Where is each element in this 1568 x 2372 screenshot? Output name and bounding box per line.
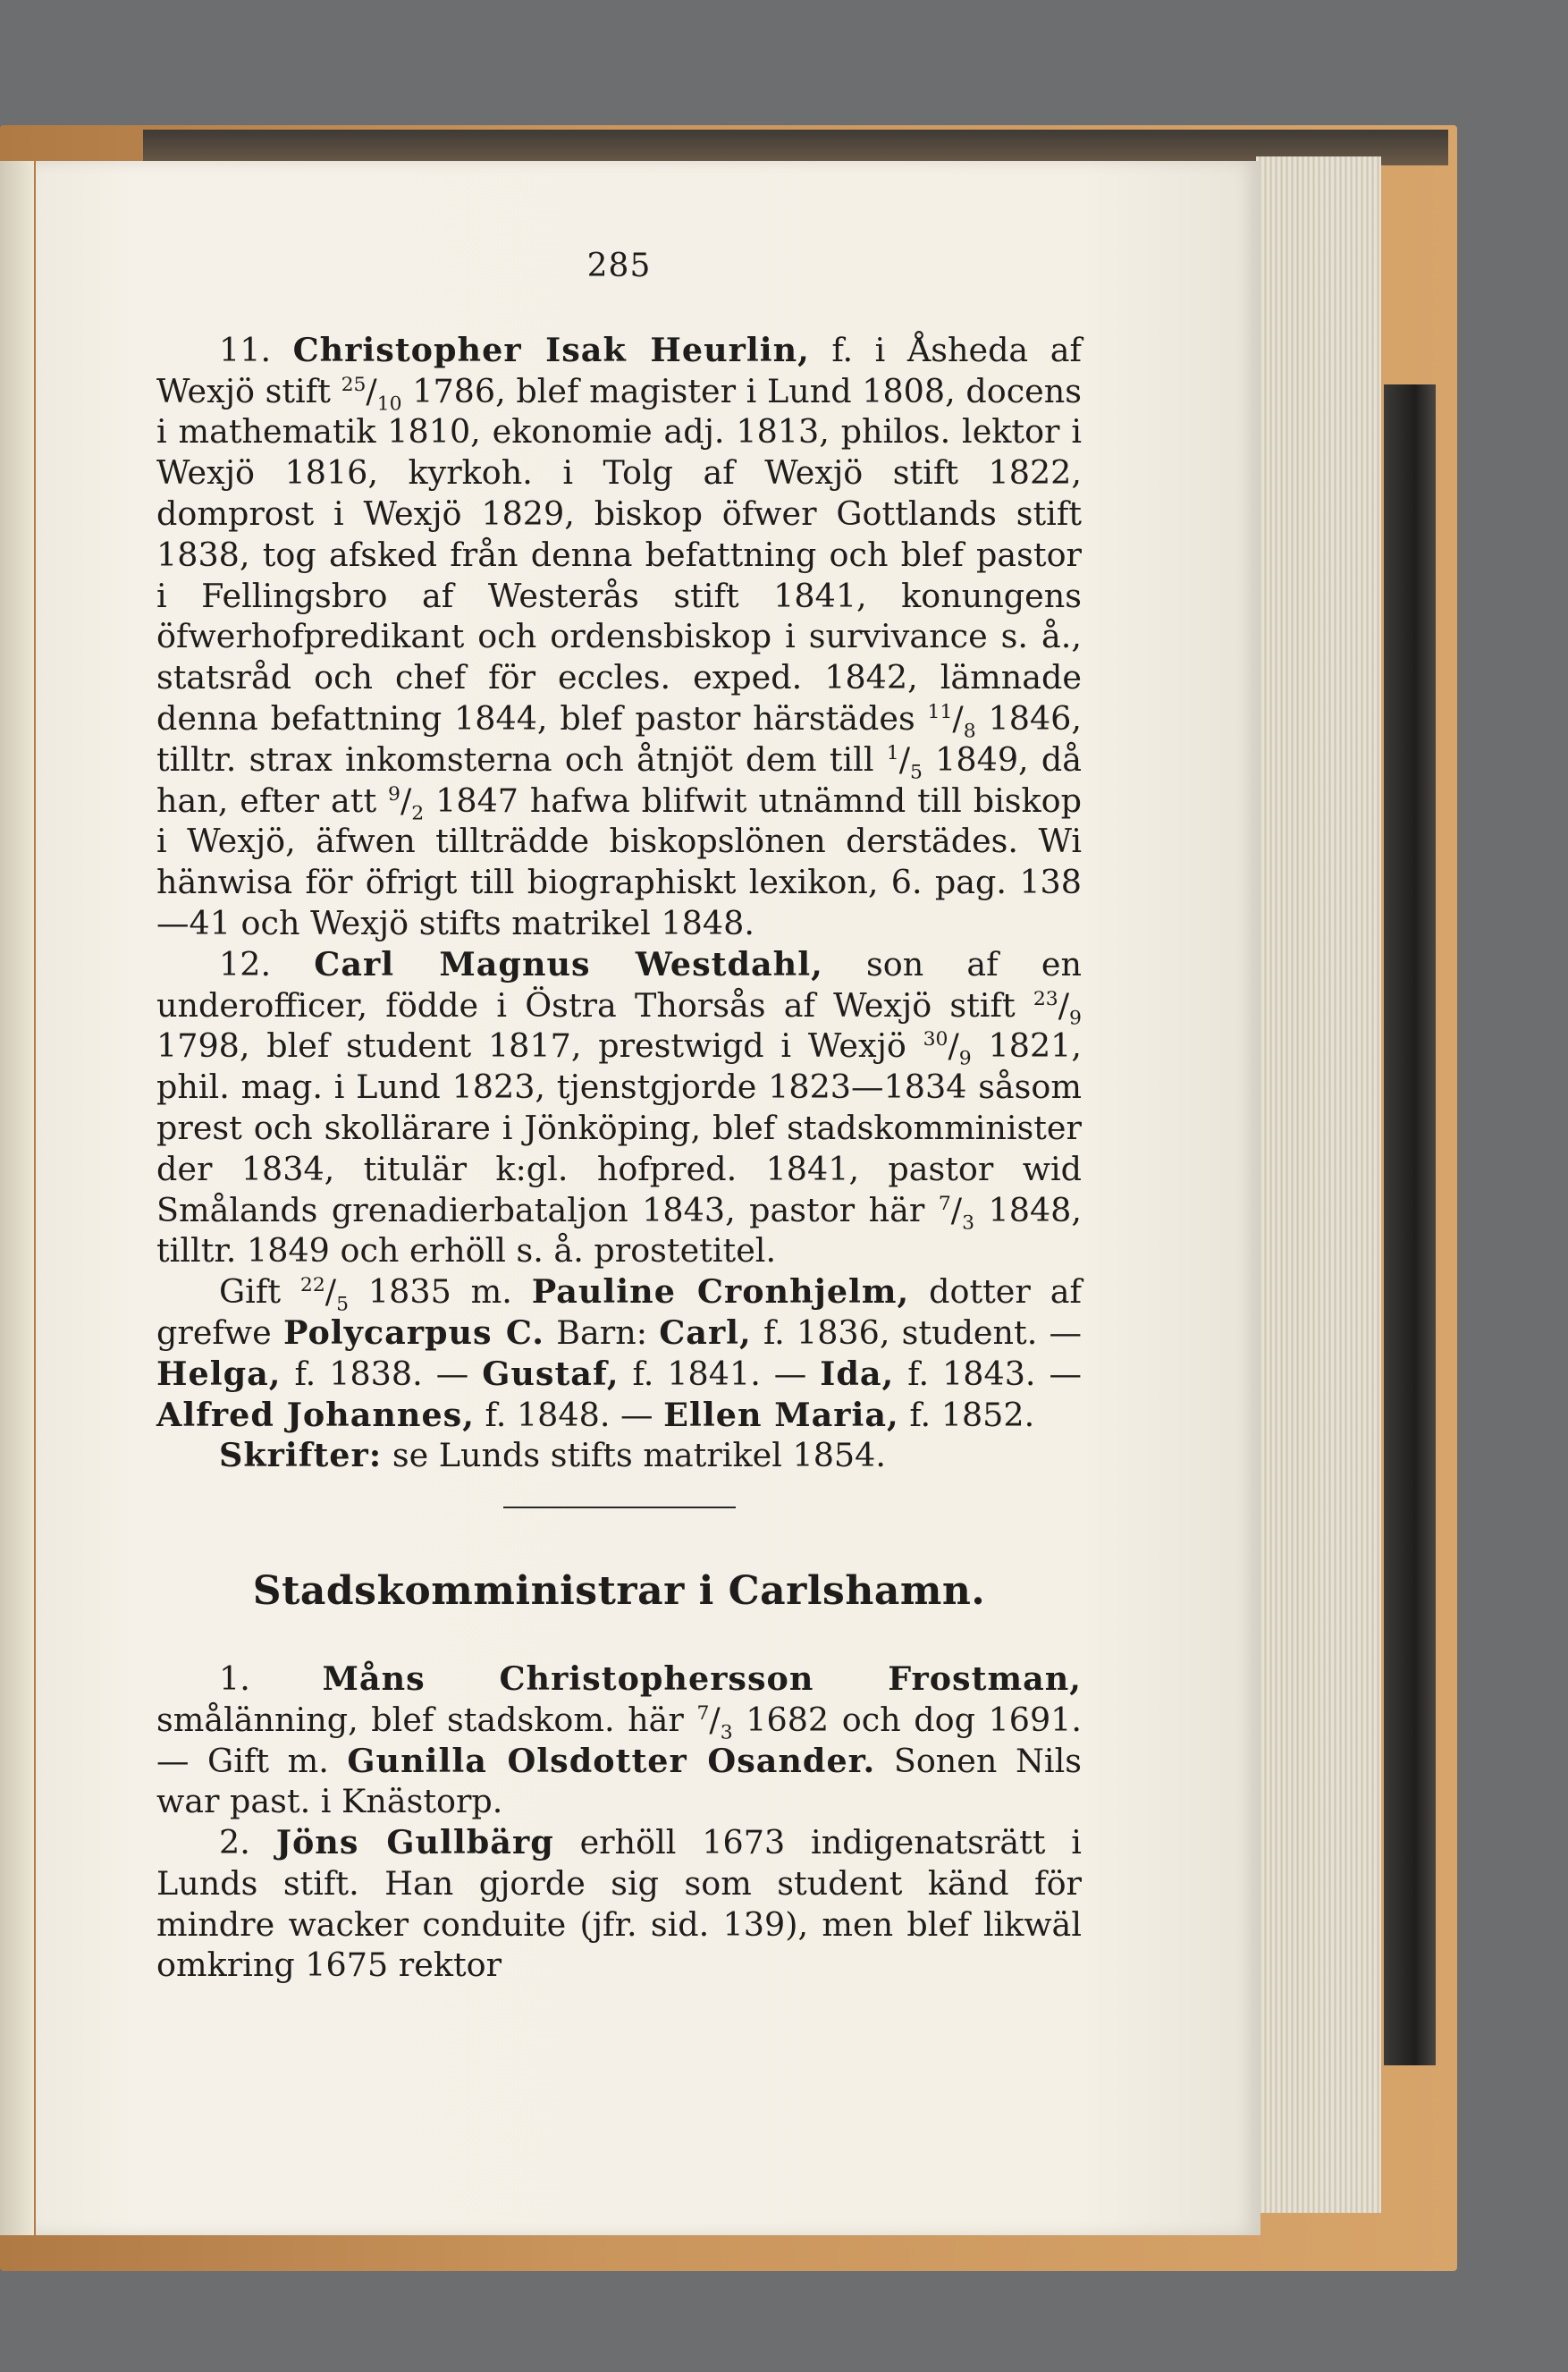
entry-name: Christopher Isak Heurlin, — [292, 330, 810, 369]
section-heading: Stadskomministrar i Carlshamn. — [252, 1568, 986, 1615]
entry-number: 2. — [219, 1823, 250, 1862]
child-name: Helga, — [156, 1354, 282, 1393]
entry-name: Carl Magnus Westdahl, — [314, 944, 823, 983]
entry-2: 2. Jöns Gullbärg erhöll 1673 indigenatsrätt i Lunds stift. Han gjorde sig som student känd för mindre wacker conduite (jfr. sid. 139), men blef likwäl omkring 1675 rektor — [156, 1823, 1082, 1985]
entry-number: 1. — [219, 1659, 250, 1698]
cover-spine — [1384, 384, 1436, 2065]
entry-12-writings: Skrifter: se Lunds stifts matrikel 1854. — [219, 1436, 886, 1475]
skrifter-label: Skrifter: — [219, 1436, 383, 1475]
page-text — [156, 246, 1082, 1986]
entry-number: 12. — [219, 944, 272, 983]
spouse-name: Pauline Cronhjelm, — [531, 1272, 910, 1312]
father-name: Polycarpus C. — [282, 1313, 544, 1352]
entry-11: 11. Christopher Isak Heurlin, f. i Åsheda af Wexjö stift $^{25}/_{10}$ 1786, blef magister i Lund 1808, docens i mathematik 1810, ekonomie adj. 1813, philos. lektor i Wexjö 1816, kyrkoh. i Tolg af Wexjö stift 1822, domprost i Wexjö 1829, biskop öfwer Gottlands stift 1838, tog afsked från denna befattning och blef pastor i Fellingsbro af Westerås stift 1841, konungens öfwerhofpredikant och ordensbiskop i survivance s. å., statsråd och chef för eccles. exped. 1842, lämnade denna befattning 1844, blef pastor härstädes $^{11}/_8$ 1846, tilltr. strax inkomsterna och åtnjöt dem till $^1/_5$ 1849, då han, efter att $^9/_2$ 1847 hafwa blifwit utnämnd till biskop i Wexjö, äfwen tillträdde biskopslönen derstädes. Wi hänwisa för öfrigt till biographiskt lexikon, 6. pag. 138—41 och Wexjö stifts matrikel 1848. — [156, 330, 1082, 942]
child-name: Carl, — [659, 1313, 752, 1352]
child-name: Gustaf, — [482, 1354, 620, 1393]
spouse-name: Gunilla Olsdotter Osander. — [347, 1741, 876, 1780]
entry-name: Måns Christophersson Frostman, — [322, 1659, 1082, 1698]
cover-top-edge — [143, 130, 1448, 165]
child-name: Ida, — [820, 1354, 895, 1393]
left-page-edge — [0, 161, 34, 2235]
entry-12: 12. Carl Magnus Westdahl, son af en underofficer, födde i Östra Thorsås af Wexjö stift $^{23}/_9$ 1798, blef student 1817, prestwigd i Wexjö $^{30}/_9$ 1821, phil. mag. i Lund 1823, tjenstgjorde 1823—1834 såsom prest och skollärare i Jönköping, blef stadskomminister der 1834, titulär k:gl. hofpred. 1841, pastor wid Smålands grenadierbataljon 1843, pastor här $^7/_3$ 1848, tilltr. 1849 och erhöll s. å. prostetitel. — [156, 944, 1083, 1270]
child-name: Alfred Johannes, — [156, 1395, 475, 1434]
entry-12-family: Gift $^{22}/_5$ 1835 m. Pauline Cronhjelm, dotter af grefwe Polycarpus C. Barn: Carl, f. 1836, student. — Helga, f. 1838. — Gustaf, f. 1841. — Ida, f. 1843. — Alfred Johannes, f. 1848. — Ellen Maria, f. 1852. — [156, 1272, 1083, 1434]
page-block-edges — [1256, 156, 1381, 2213]
section-divider — [503, 1507, 736, 1508]
entry-1: 1. Måns Christophersson Frostman, smålänning, blef stadskom. här $^7/_3$ 1682 och dog 1691. — Gift m. Gunilla Olsdotter Osander. Sonen Nils war past. i Knästorp. — [156, 1659, 1083, 1821]
child-name: Ellen Maria, — [663, 1395, 899, 1434]
entry-number: 11. — [219, 330, 272, 369]
page-number: 285 — [586, 248, 652, 284]
entry-name: Jöns Gullbärg — [275, 1823, 554, 1862]
